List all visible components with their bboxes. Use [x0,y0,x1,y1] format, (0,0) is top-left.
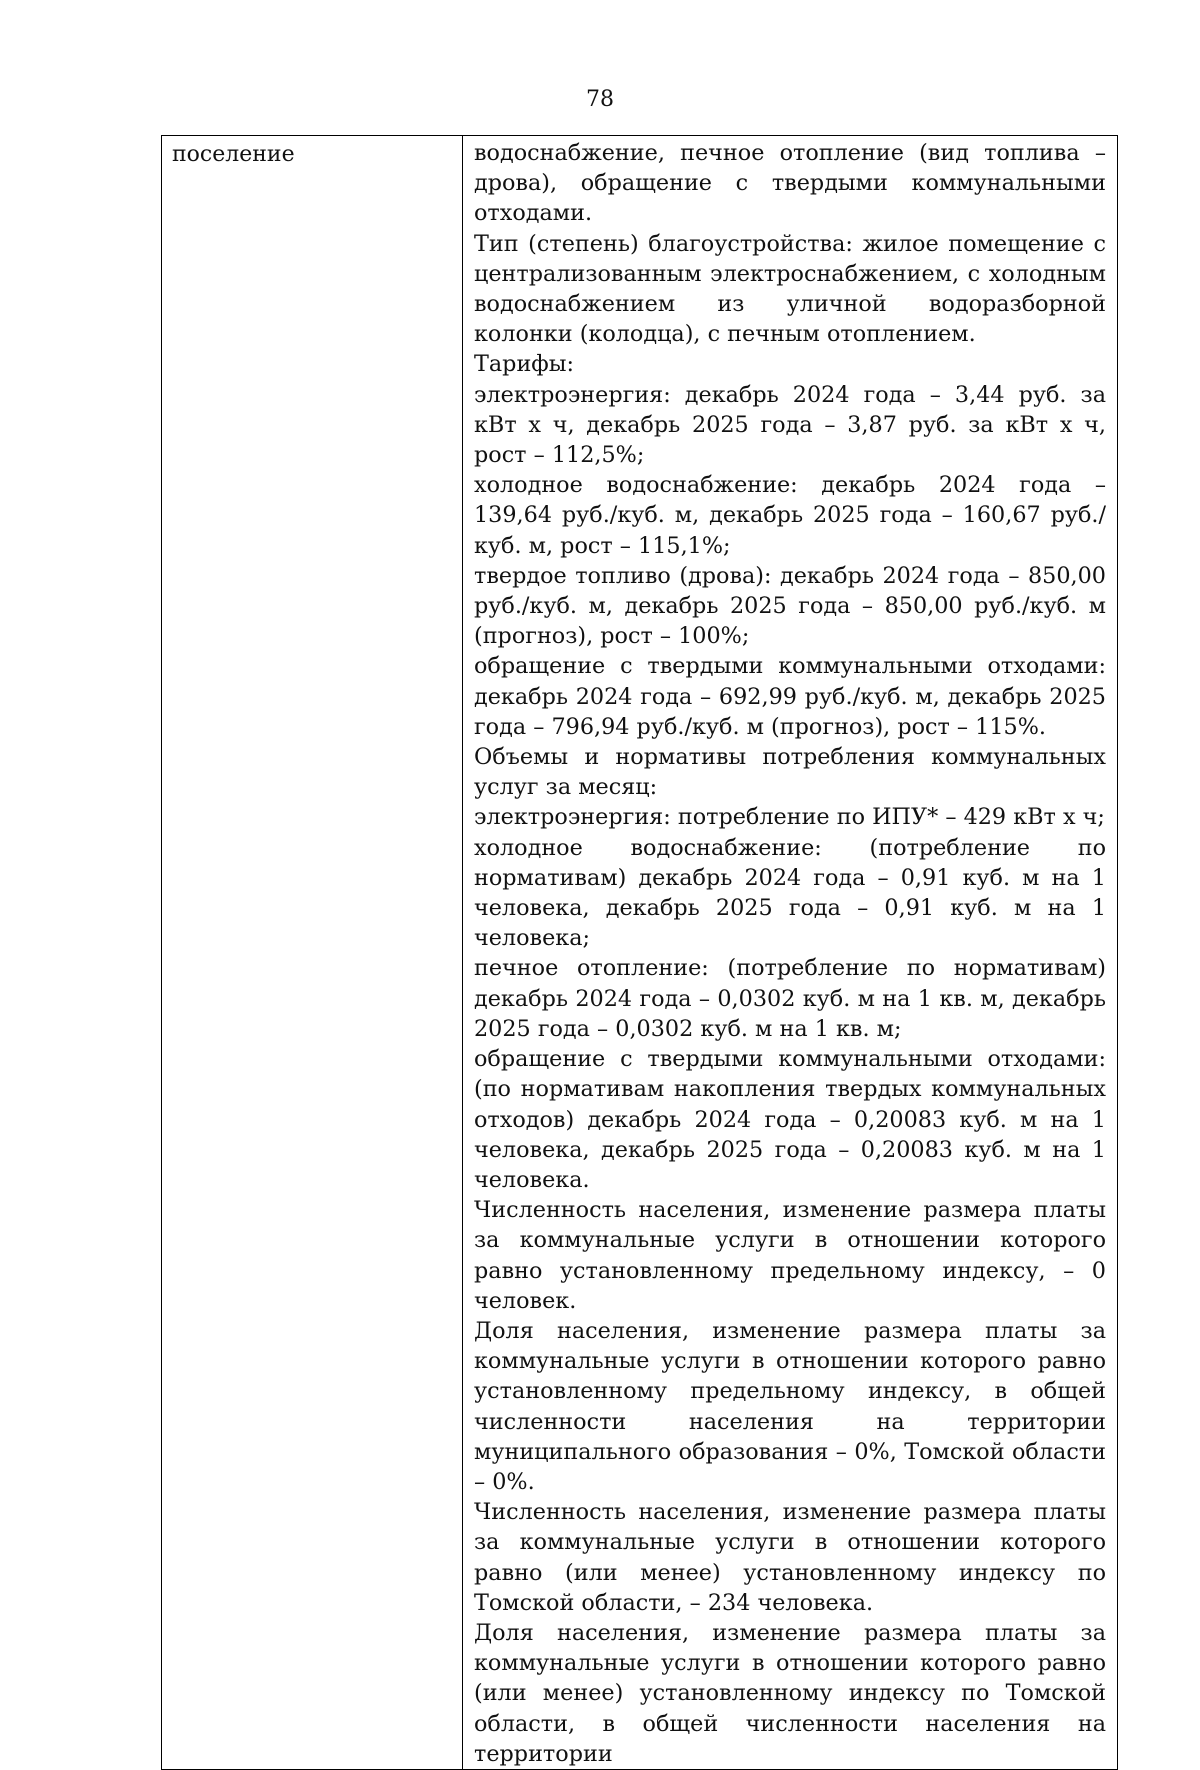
paragraph-share-limit-index: Доля населения, изменение размера платы за коммунальные услуги в отношении которого равно установленному предельному индексу, в общей численности населения на территории муниципального образования – 0%, Томской области – 0%. [474,1317,1106,1495]
paragraph-tariff-waste: обращение с твердыми коммунальными отходами: декабрь 2024 года – 692,99 руб./куб. м, декабрь 2025 года – 796,94 руб./куб. м (прогноз), рост – 115%. [474,653,1106,740]
paragraph-volume-electricity: электроэнергия: потребление по ИПУ* – 429 кВт х ч; [474,804,1105,831]
paragraph-share-regional-index: Доля населения, изменение размера платы за коммунальные услуги в отношении которого равно (или менее) установленному индексу по Томской области, в общей численности населения на территории [474,1619,1106,1767]
paragraph-volume-waste: обращение с твердыми коммунальными отходами: (по нормативам накопления твердых коммунальных отходов) декабрь 2024 года – 0,20083 куб. м на 1 человека, декабрь 2025 года – 0,20083 куб. м на 1 человека. [474,1046,1106,1193]
description-cell [463,136,1118,1770]
paragraph-tariff-cold-water: холодное водоснабжение: декабрь 2024 года – 139,64 руб./куб. м, декабрь 2025 года – 160,67 руб./куб. м, рост – 115,1%; [474,472,1106,559]
paragraph-tariffs-heading: Тарифы: [474,351,575,378]
paragraph-utilities: водоснабжение, печное отопление (вид топлива – дрова), обращение с твердыми коммунальными отходами. [474,140,1106,227]
paragraph-population-regional-index: Численность населения, изменение размера платы за коммунальные услуги в отношении которого равно (или менее) установленному индексу по Томской области, – 234 человека. [474,1499,1106,1616]
page-number: 78 [586,87,614,112]
paragraph-volume-cold-water: холодное водоснабжение: (потребление по нормативам) декабрь 2024 года – 0,91 куб. м на 1 человека, декабрь 2025 года – 0,91 куб. м на 1 человека; [474,834,1106,952]
paragraph-volume-heating: печное отопление: (потребление по нормативам) декабрь 2024 года – 0,0302 куб. м на 1 кв. м, декабрь 2025 года – 0,0302 куб. м на 1 кв. м; [474,955,1106,1042]
table-row [162,136,1118,1770]
paragraph-tariff-electricity: электроэнергия: декабрь 2024 года – 3,44 руб. за кВт х ч, декабрь 2025 года – 3,87 руб. за кВт х ч, рост – 112,5%; [474,381,1106,469]
paragraph-volumes-heading: Объемы и нормативы потребления коммунальных услуг за месяц: [474,744,1106,801]
settlement-type-cell: поселение [162,136,463,1770]
paragraph-population-limit-index: Численность населения, изменение размера платы за коммунальные услуги в отношении которого равно установленному предельному индексу, – 0 человек. [474,1197,1106,1314]
paragraph-amenity-type: Тип (степень) благоустройства: жилое помещение с централизованным электроснабжением, с холодным водоснабжением из уличной водоразборной колонки (колодца), с печным отоплением. [474,230,1106,348]
paragraph-tariff-solid-fuel: твердое топливо (дрова): декабрь 2024 года – 850,00 руб./куб. м, декабрь 2025 года – 850,00 руб./куб. м (прогноз), рост – 100%; [474,562,1106,650]
data-table [161,135,1118,1770]
